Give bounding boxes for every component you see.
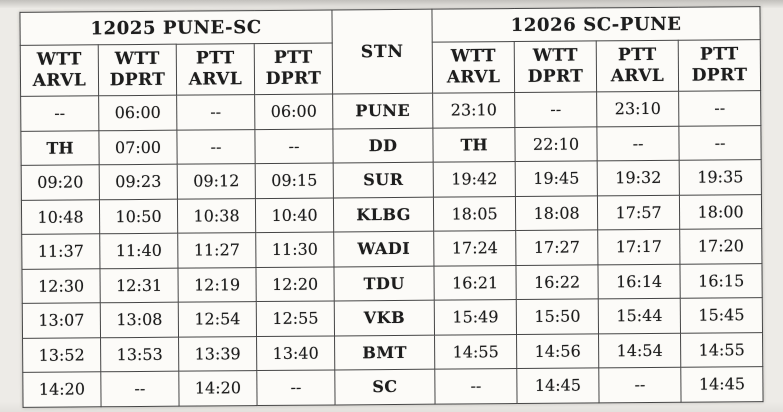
time-cell: 14:55 (681, 332, 763, 367)
time-cell: 17:24 (434, 231, 516, 266)
col-header-line1: WTT (114, 48, 160, 69)
time-cell: 11:30 (256, 232, 334, 267)
time-cell: 23:10 (597, 91, 679, 126)
timetable-body (21, 91, 763, 407)
left-train-title: 12025 PUNE-SC (20, 10, 332, 45)
time-cell: 17:17 (598, 229, 680, 264)
time-cell: 22:10 (515, 126, 597, 161)
time-cell: 14:54 (599, 333, 681, 368)
time-cell: 06:00 (99, 95, 177, 130)
time-cell: 09:23 (99, 164, 177, 199)
col-header-line1: PTT (699, 44, 739, 65)
time-cell: 15:44 (598, 298, 680, 333)
time-cell: 12:19 (178, 267, 256, 302)
time-cell: 16:22 (516, 264, 598, 299)
col-header-line1: WTT (532, 45, 578, 66)
time-cell: -- (679, 91, 761, 126)
time-cell: -- (435, 369, 517, 404)
time-cell: 19:35 (679, 160, 761, 195)
col-header-line1: PTT (617, 44, 657, 65)
time-cell: 18:05 (433, 196, 515, 231)
col-header-left-ptt-dprt (254, 43, 332, 95)
timetable-header (20, 7, 761, 97)
col-header-left-ptt-arvl (176, 44, 254, 96)
right-train-title: 12026 SC-PUNE (432, 7, 760, 43)
station-cell: PUNE (333, 93, 433, 128)
time-cell: -- (177, 129, 255, 164)
time-cell: 13:07 (22, 303, 100, 338)
time-cell: 12:31 (100, 268, 178, 303)
col-header-line2: ARVL (188, 69, 243, 90)
time-cell: -- (679, 125, 761, 160)
time-cell: 11:27 (178, 233, 256, 268)
time-cell: 17:57 (597, 195, 679, 230)
station-cell: VKB (334, 300, 434, 335)
col-header-line2: DPRT (265, 68, 322, 89)
col-header-right-ptt-dprt (678, 40, 760, 92)
time-cell: -- (21, 96, 99, 131)
time-cell: 07:00 (99, 130, 177, 165)
time-cell: 09:20 (21, 165, 99, 200)
time-cell: 13:39 (179, 336, 257, 371)
col-header-right-wtt-arvl (432, 42, 514, 94)
time-cell: 17:27 (516, 230, 598, 265)
time-cell: 12:55 (256, 301, 334, 336)
col-header-line2: DPRT (109, 69, 166, 91)
table-row (21, 194, 761, 234)
time-cell: 10:48 (21, 199, 99, 234)
time-cell: 09:12 (177, 164, 255, 199)
table-row (21, 125, 761, 165)
table-row (21, 91, 761, 131)
table-row (22, 263, 762, 303)
time-cell: TH (21, 130, 99, 165)
time-cell: 14:20 (179, 371, 257, 406)
col-header-line1: PTT (273, 47, 313, 68)
time-cell: 13:08 (100, 302, 178, 337)
time-cell: TH (433, 127, 515, 162)
col-header-line2: ARVL (32, 70, 87, 91)
table-row (23, 332, 763, 372)
time-cell: 15:50 (516, 299, 598, 334)
col-header-line2: ARVL (446, 67, 501, 88)
time-cell: 14:56 (517, 333, 599, 368)
time-cell: -- (515, 92, 597, 127)
col-header-right-wtt-dprt (514, 41, 596, 93)
time-cell: -- (177, 95, 255, 130)
time-cell: -- (599, 367, 681, 402)
time-cell: 11:40 (100, 233, 178, 268)
station-cell: DD (333, 128, 433, 163)
time-cell: 10:40 (255, 197, 333, 232)
time-cell: 15:49 (434, 300, 516, 335)
station-cell: SUR (333, 162, 433, 197)
timetable-sheet (19, 6, 763, 407)
time-cell: 06:00 (255, 94, 333, 129)
time-cell: 14:20 (23, 372, 101, 407)
time-cell: 16:15 (680, 263, 762, 298)
time-cell: 17:20 (680, 229, 762, 264)
table-row (22, 229, 762, 269)
table-row (22, 298, 762, 338)
time-cell: 23:10 (433, 93, 515, 128)
time-cell: -- (101, 371, 179, 406)
time-cell: 09:15 (255, 163, 333, 198)
col-header-line1: WTT (36, 49, 82, 70)
time-cell: 11:37 (22, 234, 100, 269)
station-cell: KLBG (333, 197, 433, 232)
time-cell: -- (597, 126, 679, 161)
station-cell: SC (335, 369, 435, 404)
time-cell: 12:20 (256, 266, 334, 301)
time-cell: 14:45 (681, 367, 763, 402)
time-cell: 18:08 (515, 195, 597, 230)
time-cell: 13:53 (101, 337, 179, 372)
time-cell: 14:45 (517, 368, 599, 403)
time-cell: 13:52 (23, 337, 101, 372)
col-header-line1: WTT (450, 45, 496, 67)
table-row (23, 367, 763, 407)
time-cell: 16:14 (598, 264, 680, 299)
time-cell: 12:54 (178, 302, 256, 337)
col-header-line2: DPRT (691, 65, 748, 86)
col-header-line2: DPRT (527, 66, 584, 87)
time-cell: 13:40 (257, 335, 335, 370)
station-column-header: STN (332, 9, 433, 94)
train-timetable (19, 6, 763, 407)
col-header-left-wtt-dprt (98, 44, 176, 96)
col-header-left-wtt-arvl (20, 45, 98, 97)
station-cell: BMT (335, 335, 435, 370)
time-cell: 16:21 (434, 265, 516, 300)
station-cell: WADI (334, 231, 434, 266)
time-cell: -- (255, 128, 333, 163)
time-cell: 12:30 (22, 268, 100, 303)
time-cell: 19:32 (597, 160, 679, 195)
col-header-line1: PTT (195, 47, 235, 69)
time-cell: 10:38 (177, 198, 255, 233)
time-cell: 10:50 (99, 199, 177, 234)
table-row (21, 160, 761, 200)
time-cell: 15:45 (680, 298, 762, 333)
station-cell: TDU (334, 266, 434, 301)
col-header-right-ptt-arvl (596, 40, 678, 92)
time-cell: 18:00 (679, 194, 761, 229)
col-header-line2: ARVL (610, 65, 665, 87)
time-cell: -- (257, 370, 335, 405)
time-cell: 19:45 (515, 161, 597, 196)
time-cell: 14:55 (435, 334, 517, 369)
time-cell: 19:42 (433, 162, 515, 197)
